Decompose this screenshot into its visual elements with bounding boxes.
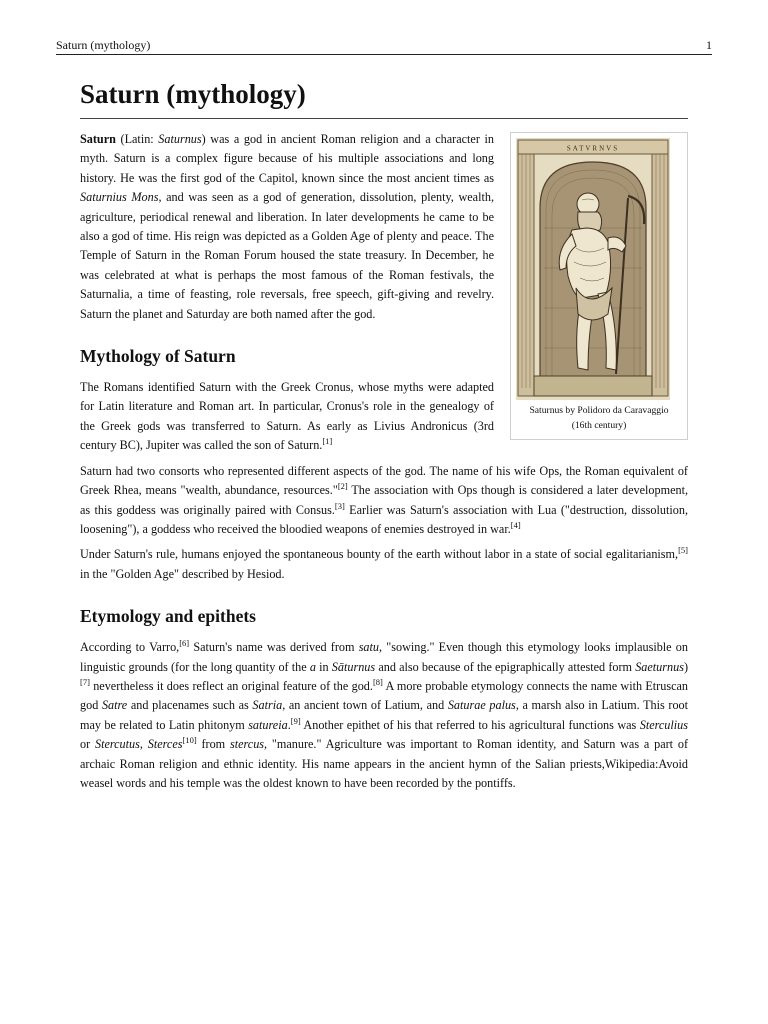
citation-link-1[interactable]: [1] [322, 436, 333, 447]
figure-saturnus [510, 132, 688, 440]
section-heading-etymology: Etymology and epithets [80, 606, 256, 627]
mythology-paragraph-2: Saturn had two consorts who represented different aspects of the god. The name of his wife Ops, the Roman equivalent of Greek Rhea, means "wealth, abundance, resources."[2] The association with Ops though is considered a later development, as this goddess was originally paired with Consus.[3] Earlier was Saturn's association with Lua ("destruction, dissolution, loosening"), a goddess who received the bloodied weapons of enemies destroyed in war.[4] [80, 463, 689, 536]
running-header [56, 38, 712, 55]
citation-link-4[interactable]: [4] [510, 519, 521, 530]
section-heading-mythology: Mythology of Saturn [80, 346, 236, 367]
intro-term: Saturn [80, 132, 116, 146]
etymology-paragraph: According to Varro,[6] Saturn's name was derived from satu, "sowing." Even though this etymology looks implausible on linguistic grounds (for the long quantity of the a in Sāturnus and also because of the epigraphically attested form Saeturnus)[7] nevertheless it does reflect an original feature of the god.[8] A more probable etymology connects the name with Etruscan god Satre and placenames such as Satria, an ancient town of Latium, and Saturae palus, a marsh also in Latium. This root may be related to Latin phitonym satureia.[9] Another epithet of his that referred to his agricultural functions was Sterculius or Stercutus, Sterces[10] from stercus, "manure." Agriculture was important to Roman identity, and Saturn was a part of archaic Roman religion and ethnic identity. His name appears in the ancient hymn of the Salian priests,Wikipedia:Avoid weasel words and his temple was the oldest known to have been recorded by the pontiffs. [80, 638, 689, 790]
citation-link-10[interactable]: [10] [182, 735, 197, 746]
citation-link-5[interactable]: [5] [678, 545, 688, 556]
figure-caption-line-1: Saturnus by Polidoro da Caravaggio [529, 405, 669, 416]
mythology-paragraph-3: Under Saturn's rule, humans enjoyed the spontaneous bounty of the earth without labor in a state of social egalitarianism,[5] in the "Golden Age" described by Hesiod. [80, 545, 688, 581]
running-title: Saturn (mythology) [56, 38, 151, 52]
saturn-engraving-image[interactable] [516, 138, 670, 400]
intro-paragraph: Saturn (Latin: Saturnus) was a god in ancient Roman religion and a character in myth. Saturn is a complex figure because of his multiple associations and long history. He was the first god of the Capitol, known since the most ancient times as Saturnius Mons, and was seen as a god of generation, dissolution, plenty, wealth, agriculture, periodical renewal and liberation. In later developments he came to be also a god of time. His reign was depicted as a Golden Age of plenty and peace. The Temple of Saturn in the Roman Forum housed the state treasury. In December, he was celebrated at what is perhaps the most famous of the Roman festivals, the Saturnalia, a time of feasting, role reversals, free speech, gift-giving and revelry. Saturn the planet and Saturday are both named after the god. [80, 132, 494, 321]
page-title: Saturn (mythology) [80, 79, 306, 109]
figure-caption [516, 403, 682, 433]
figure-caption-line-2: (16th century) [571, 420, 627, 431]
citation-link-7[interactable]: [7] [80, 676, 90, 687]
latin-name: Saturnus [158, 132, 202, 146]
figure-inscription: SATVRNVS [566, 144, 620, 153]
citation-link-8[interactable]: [8] [372, 676, 383, 687]
title-divider [80, 118, 688, 119]
saturnius-mons: Saturnius Mons [80, 190, 159, 205]
citation-link-2[interactable]: [2] [337, 481, 348, 492]
article-body [80, 130, 688, 799]
citation-link-6[interactable]: [6] [179, 638, 190, 649]
mythology-paragraph-1: The Romans identified Saturn with the Greek Cronus, whose myths were adapted for Latin literature and Roman art. In particular, Cronus's role in the genealogy of the Greek gods was transferred to Saturn. As early as Livius Andronicus (3rd century BC), Jupiter was called the son of Saturn.[1] [80, 380, 494, 453]
citation-link-9[interactable]: [9] [290, 715, 301, 726]
page-number: 1 [706, 38, 712, 52]
citation-link-3[interactable]: [3] [334, 500, 345, 511]
